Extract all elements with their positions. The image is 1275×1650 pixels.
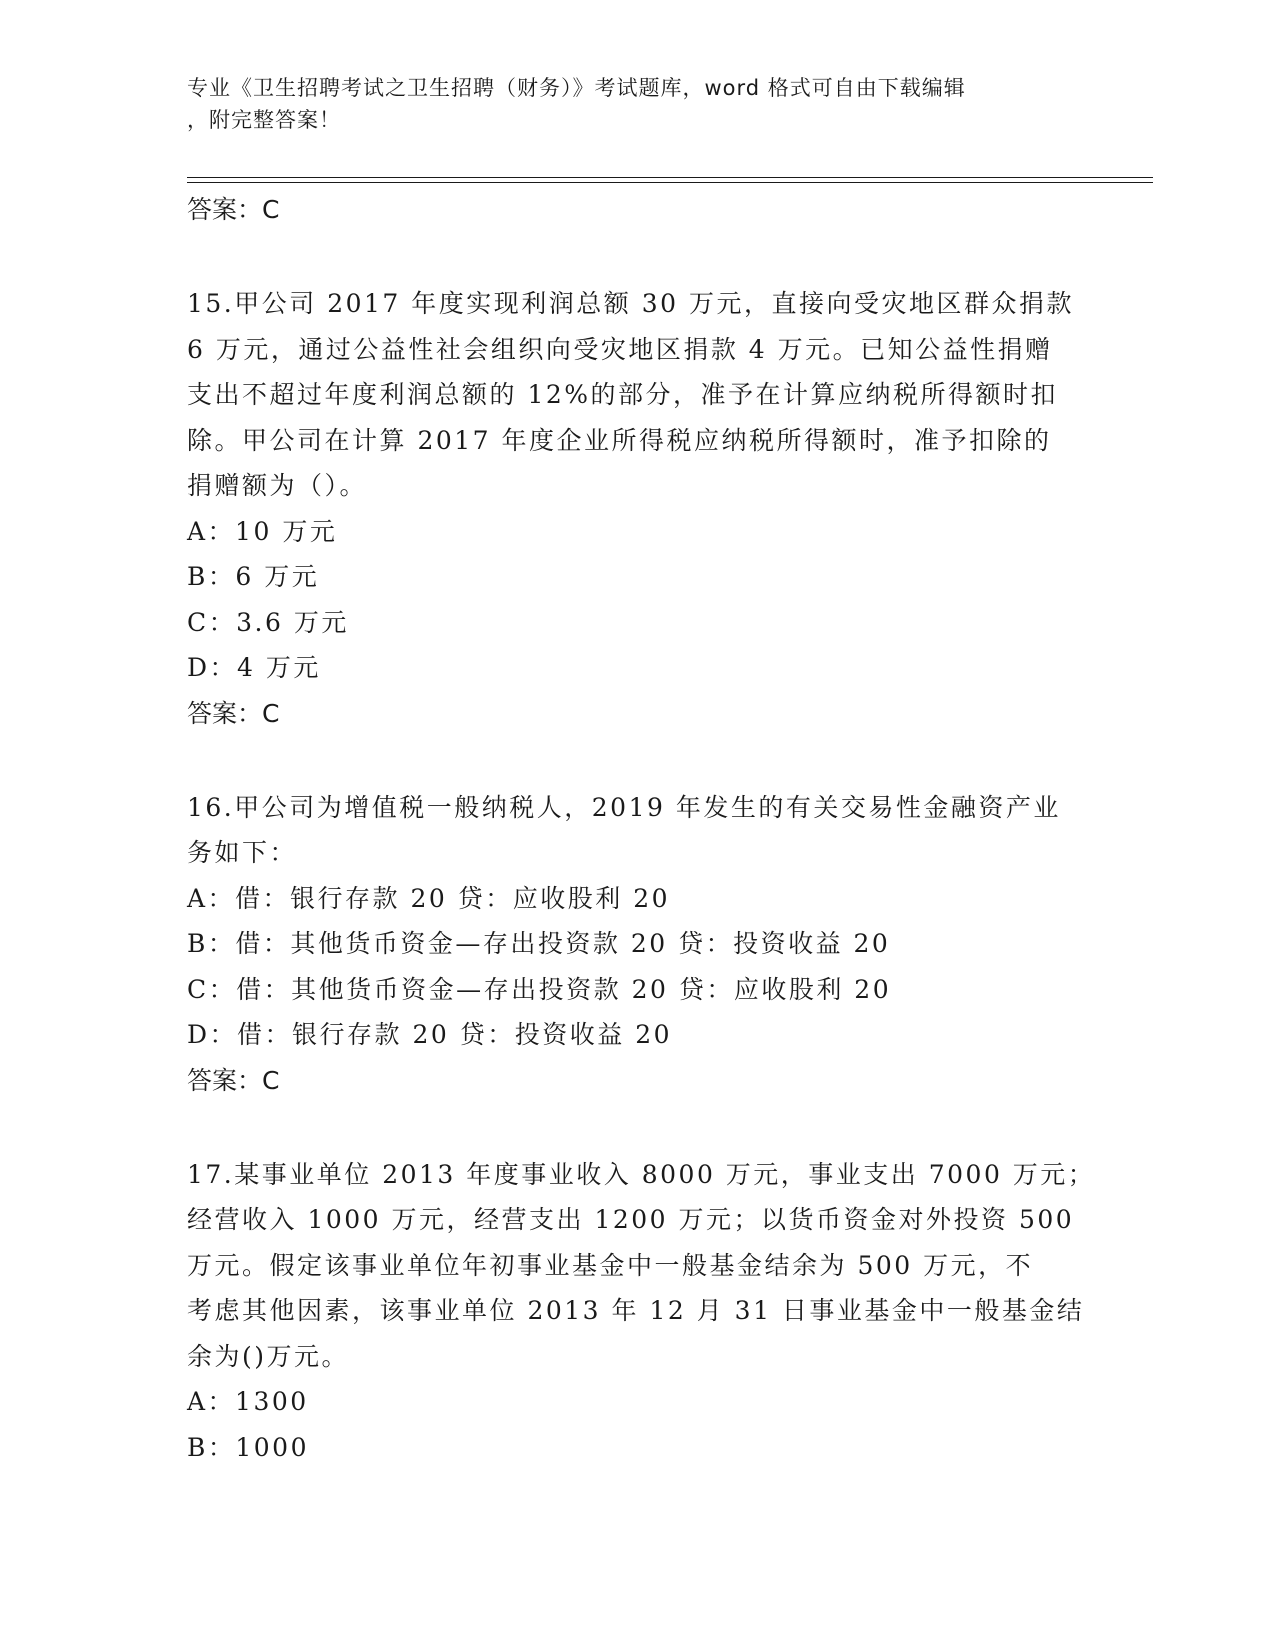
document-header — [187, 72, 1067, 136]
answer: 答案：C — [187, 1065, 280, 1095]
option-b: B：1000 — [187, 1432, 309, 1462]
option-b: B：借：其他货币资金—存出投资款 20 贷：投资收益 20 — [187, 929, 891, 958]
question-text-line: 务如下： — [187, 838, 298, 867]
question-text-line: 余为()万元。 — [187, 1341, 350, 1371]
question-text-line: 支出不超过年度利润总额的 12%的部分，准予在计算应纳税所得额时扣 — [187, 380, 1059, 409]
question-text-line: 经营收入 1000 万元，经营支出 1200 万元；以货币资金对外投资 500 — [187, 1205, 1075, 1234]
question-text-line: 捐赠额为（）。 — [187, 471, 368, 500]
option-a: A：借：银行存款 20 贷：应收股利 20 — [187, 883, 671, 913]
question-15 — [187, 281, 1087, 737]
question-text-line: 除。甲公司在计算 2017 年度企业所得税应纳税所得额时，准予扣除的 — [187, 425, 1052, 455]
question-text-line: 15.甲公司 2017 年度实现利润总额 30 万元，直接向受灾地区群众捐款 — [187, 289, 1074, 318]
option-a: A：1300 — [187, 1387, 309, 1416]
header-divider-bottom — [187, 182, 1153, 183]
option-d: D：借：银行存款 20 贷：投资收益 20 — [187, 1020, 673, 1049]
option-a: A：10 万元 — [187, 516, 338, 546]
header-line-2: ，附完整答案！ — [187, 108, 341, 132]
previous-answer: 答案：C — [187, 195, 280, 224]
option-b: B：6 万元 — [187, 562, 320, 591]
answer: 答案：C — [187, 698, 280, 728]
question-list — [187, 187, 1096, 1470]
header-divider-top — [187, 177, 1153, 178]
option-c: C：借：其他货币资金—存出投资款 20 贷：应收股利 20 — [187, 974, 892, 1004]
question-text-line: 17.某事业单位 2013 年度事业收入 8000 万元，事业支出 7000 万元； — [187, 1159, 1096, 1189]
question-text-line: 万元。假定该事业单位年初事业基金中一般基金结余为 500 万元，不 — [187, 1250, 1034, 1280]
question-text-line: 6 万元，通过公益性社会组织向受灾地区捐款 4 万元。已知公益性捐赠 — [187, 334, 1053, 364]
question-text-line: 16.甲公司为增值税一般纳税人，2019 年发生的有关交易性金融资产业 — [187, 792, 1061, 822]
option-c: C：3.6 万元 — [187, 607, 349, 637]
question-16 — [187, 785, 1087, 1104]
question-17 — [187, 1152, 1096, 1471]
header-line-1: 专业《卫生招聘考试之卫生招聘（财务）》考试题库，word 格式可自由下载编辑 — [187, 76, 966, 100]
question-text-line: 考虑其他因素，该事业单位 2013 年 12 月 31 日事业基金中一般基金结 — [187, 1296, 1085, 1325]
option-d: D：4 万元 — [187, 653, 321, 682]
